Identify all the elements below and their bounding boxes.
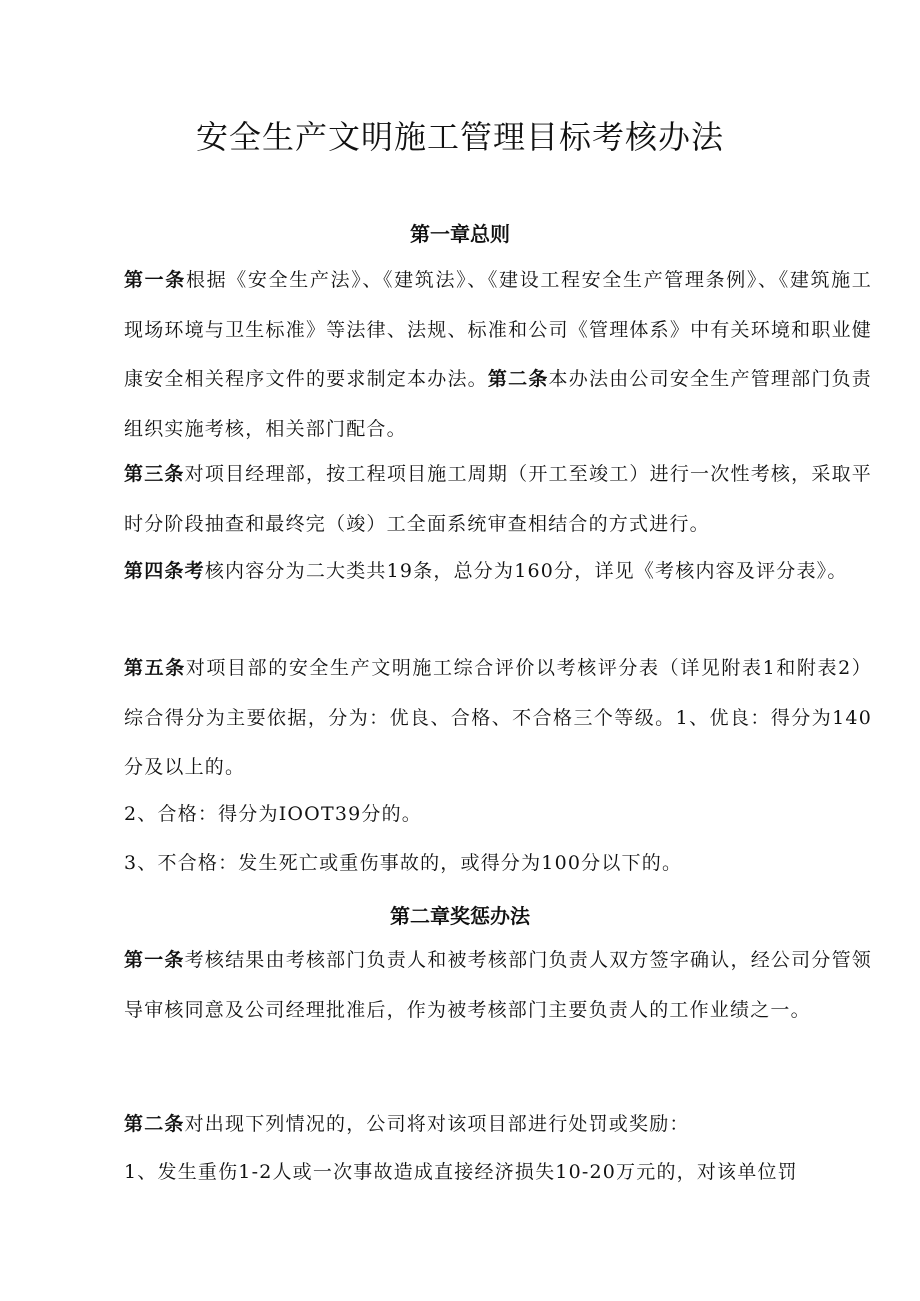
article-label: 第一条 <box>124 949 185 971</box>
chapter-1-article-5 <box>124 644 872 793</box>
chapter-1-article-3 <box>124 450 872 549</box>
article-text: 对出现下列情况的，公司将对该项目部进行处罚或奖励： <box>184 1113 690 1135</box>
chapter-2-penalty-item-1: 1、发生重伤1-2人或一次事故造成直接经济损失10-20万元的，对该单位罚 <box>124 1161 798 1183</box>
chapter-2-article-1 <box>124 936 872 1035</box>
chapter-1-grade-item-3: 3、不合格：发生死亡或重伤事故的，或得分为100分以下的。 <box>124 852 683 874</box>
article-text: 对项目部的安全生产文明施工综合评价以考核评分表（详见附表1和附表2）综合得分为主要依据，分为：优良、合格、不合格三个等级。1、优良：得分为140分及以上的。 <box>124 657 872 778</box>
article-text: 对项目经理部，按工程项目施工周期（开工至竣工）进行一次性考核，采取平时分阶段抽查和最终完（竣）工全面系统审查相结合的方式进行。 <box>124 463 872 535</box>
article-text: 本办法由公司安全生产管理部门负责组织实施考核，相关部门配合。 <box>124 368 872 440</box>
chapter-1-grade-item-2: 2、合格：得分为IOOT39分的。 <box>124 803 422 825</box>
article-label: 第二条 <box>487 368 549 390</box>
chapter-1-heading: 第一章总则 <box>410 222 510 246</box>
chapter-2-article-2 <box>124 1100 872 1150</box>
article-label: 第四条考 <box>124 560 205 582</box>
article-label: 第五条 <box>124 657 186 679</box>
chapter-2-heading: 第二章奖惩办法 <box>390 904 530 928</box>
chapter-1-article-1-2 <box>124 256 872 454</box>
document-title: 安全生产文明施工管理目标考核办法 <box>195 118 724 156</box>
article-text: 核内容分为二大类共19条，总分为160分，详见《考核内容及评分表》。 <box>204 560 848 582</box>
article-label: 第三条 <box>124 463 185 485</box>
article-label: 第二条 <box>124 1113 185 1135</box>
article-text: 考核结果由考核部门负责人和被考核部门负责人双方签字确认，经公司分管领导审核同意及公司经理批准后，作为被考核部门主要负责人的工作业绩之一。 <box>124 949 872 1021</box>
chapter-1-article-4 <box>124 547 872 597</box>
article-text: 根据《安全生产法》、《建筑法》、《建设工程安全生产管理条例》、《建筑施工现场环境与卫生标准》等法律、法规、标准和公司《管理体系》中有关环境和职业健康安全相关程序文件的要求制定本办法。 <box>124 269 873 390</box>
article-label: 第一条 <box>124 269 186 291</box>
